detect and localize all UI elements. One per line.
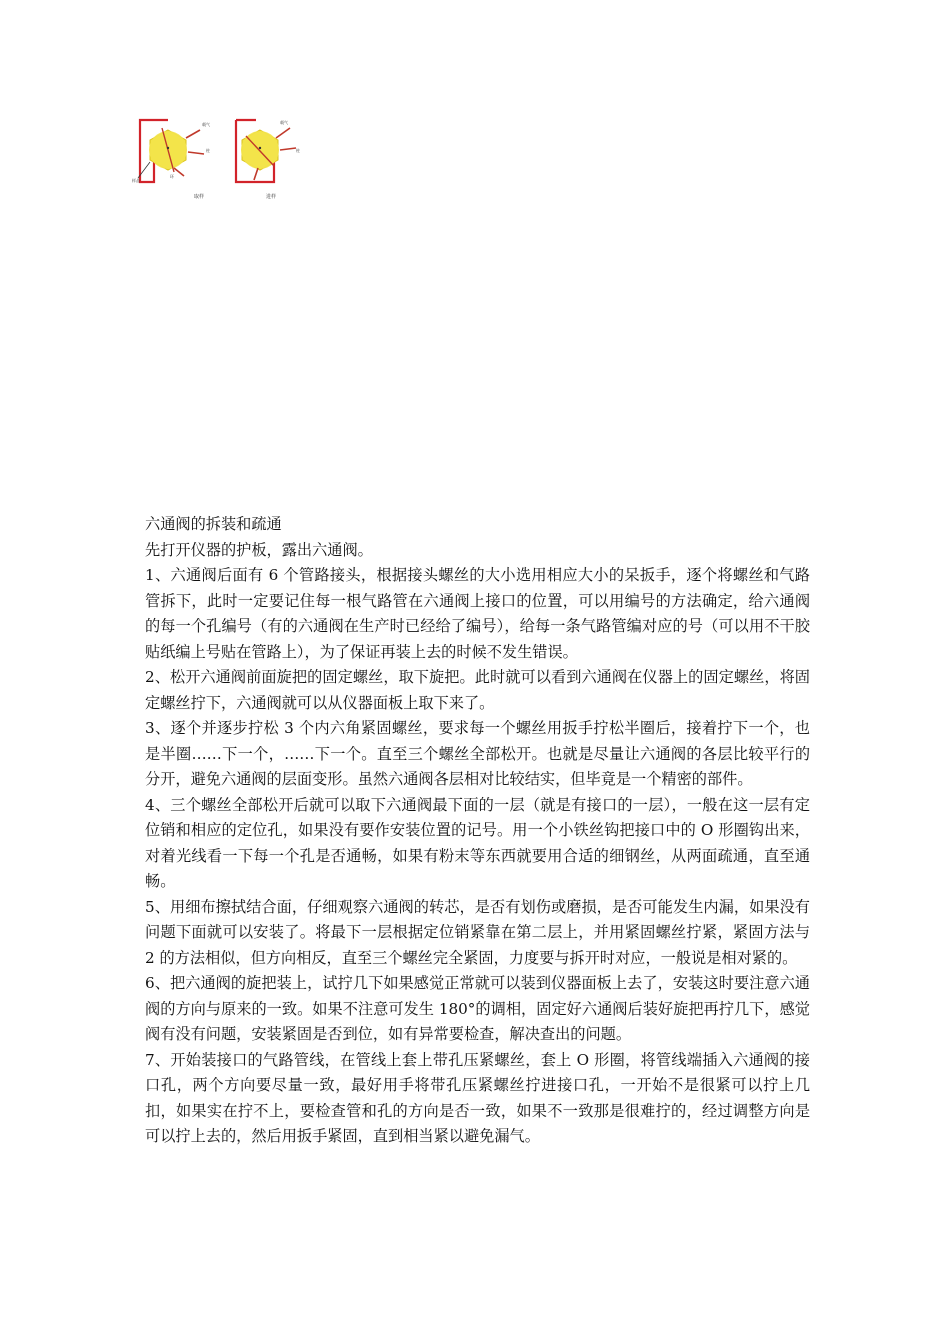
caption-injection: 进样 [266, 194, 277, 200]
paragraph-step-3: 3、逐个并逐步拧松 3 个内六角紧固螺丝，要求每一个螺丝用扳手拧松半圈后，接着拧下一个，也是半圈……下一个，……下一个。直至三个螺丝全部松开。也就是尽量让六通阀的各层比较平行的分开，避免六通阀的层面变形。虽然六通阀各层相对比较结实，但毕竟是一个精密的部件。 [145, 719, 810, 788]
paragraph-step-2: 2、松开六通阀前面旋把的固定螺丝，取下旋把。此时就可以看到六通阀在仪器上的固定螺丝，将固定螺丝拧下，六通阀就可以从仪器面板上取下来了。 [145, 668, 810, 712]
paragraph-step-7: 7、开始装接口的气路管线，在管线上套上带孔压紧螺丝，套上 O 形圈，将管线端插入六通阀的接口孔，两个方向要尽量一致，最好用手将带孔压紧螺丝拧进接口孔，一开始不是很紧可以拧上几扣，如果实在拧不上，要检查管和孔的方向是否一致，如果不一致那是很难拧的，经过调整方向是可以拧上去的，然后用扳手紧固，直到相当紧以避免漏气。 [145, 1050, 810, 1145]
label-carrier-right: 载气 [280, 120, 288, 125]
six-port-valve-diagram [130, 112, 305, 204]
paragraph-intro: 先打开仪器的护板，露出六通阀。 [145, 540, 373, 559]
paragraph-step-1: 1、六通阀后面有 6 个管路接头，根据接头螺丝的大小选用相应大小的呆扳手，逐个将螺丝和气路管拆下，此时一定要记住每一根气路管在六通阀上接口的位置，可以用编号的方法确定，给六通阀的每一个孔编号（有的六通阀在生产时已经给了编号），给每一条气路管编对应的号（可以用不干胶贴纸编上号贴在管路上），为了保证再装上去的时候不发生错误。 [145, 566, 810, 661]
document-title: 六通阀的拆装和疏通 [145, 515, 282, 533]
label-column-right: 柱 [296, 148, 300, 153]
label-loop-left: 环 [170, 174, 174, 179]
paragraph-step-6: 6、把六通阀的旋把装上，试拧几下如果感觉正常就可以装到仪器面板上去了，安装这时要注意六通阀的方向与原来的一致。如果不注意可发生 180°的调相，固定好六通阀后装好旋把再拧几下，感觉阀有没有问题，安装紧固是否到位，如有异常要检查，解决查出的问题。 [145, 974, 810, 1043]
label-column-left: 柱 [206, 148, 210, 153]
injection-valve [236, 120, 296, 182]
sampling-valve [138, 120, 204, 182]
label-carrier-left: 载气 [202, 122, 210, 127]
document-body [145, 512, 810, 1150]
label-sample-left: 样品 [132, 178, 140, 183]
paragraph-step-4: 4、三个螺丝全部松开后就可以取下六通阀最下面的一层（就是有接口的一层），一般在这一层有定位销和相应的定位孔，如果没有要作安装位置的记号。用一个小铁丝钩把接口中的 O 形圈钩出来，对着光线看一下每一个孔是否通畅，如果有粉末等东西就要用合适的细钢丝，从两面疏通，直至通畅。 [145, 795, 810, 890]
paragraph-step-5: 5、用细布擦拭结合面，仔细观察六通阀的转芯，是否有划伤或磨损，是否可能发生内漏，如果没有问题下面就可以安装了。将最下一层根据定位销紧靠在第二层上，并用紧固螺丝拧紧，紧固方法与 2 的方法相似，但方向相反，直至三个螺丝完全紧固，力度要与拆开时对应，一般说是相对紧的。 [145, 897, 810, 967]
caption-sampling: 取样 [194, 194, 205, 200]
